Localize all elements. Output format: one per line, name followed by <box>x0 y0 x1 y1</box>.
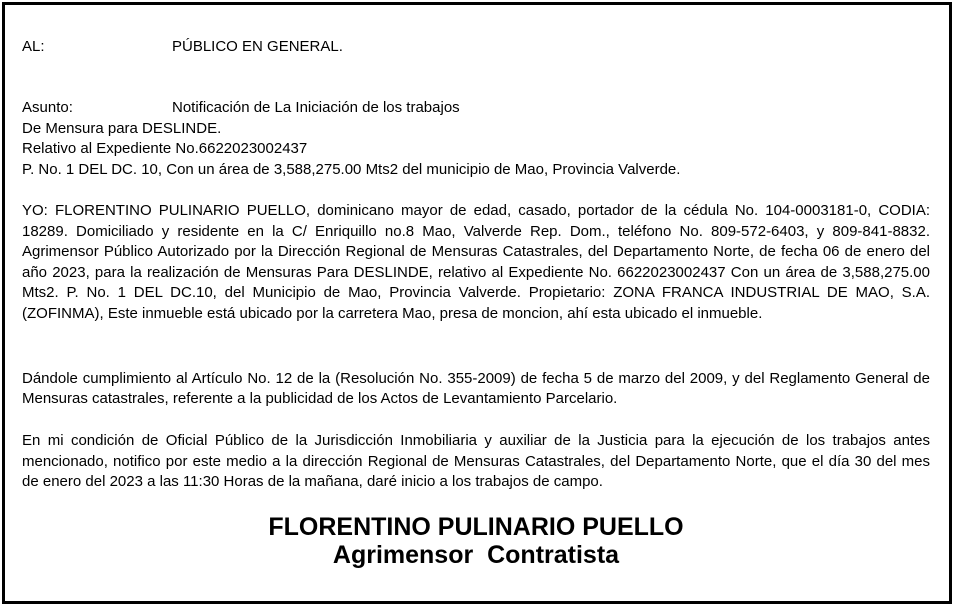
addressee-value: PÚBLICO EN GENERAL. <box>172 38 343 55</box>
addressee-row <box>22 37 343 56</box>
subject-line-expediente: Relativo al Expediente No.6622023002437 <box>22 140 308 157</box>
notification-paragraph: En mi condición de Oficial Público de la Jurisdicción Inmobiliaria y auxiliar de la Justicia para la ejecución de los trabajos antes mencionado, notifico por este medio a la dirección Regional de Mensuras Catastrales, del Departamento Norte, que el día 30 del mes de enero del 2023 a las 11:30 Horas de la mañana, daré inicio a los trabajos de campo. <box>22 432 930 490</box>
subject-value: Notificación de La Iniciación de los trabajos <box>172 99 460 116</box>
notice-frame <box>2 2 952 604</box>
declaration-paragraph: YO: FLORENTINO PULINARIO PUELLO, dominicano mayor de edad, casado, portador de la cédula No. 104-0003181-0, CODIA: 18289. Domiciliado y residente en la C/ Enriquillo no.8 Mao, Valverde Rep. Dom., teléfono No. 809-572-6403, y 809-841-8832. Agrimensor Público Autorizado por la Dirección Regional de Mensuras Catastrales, del Departamento Norte, de fecha 06 de enero del año 2023, para la realización de Mensuras Para DESLINDE, relativo al Expediente No. 6622023002437 Con un área de 3,588,275.00 Mts2. P. No. 1 DEL DC.10, del Municipio de Mao, Provincia Valverde. Propietario: ZONA FRANCA INDUSTRIAL DE MAO, S.A. (ZOFINMA), Este inmueble está ubicado por la carretera Mao, presa de moncion, ahí esta ubicado el inmueble. <box>22 202 930 322</box>
subject-row <box>22 98 460 117</box>
signatory-name: FLORENTINO PULINARIO PUELLO <box>268 513 684 541</box>
signatory-title: Agrimensor Contratista <box>332 541 620 569</box>
subject-line-mensura: De Mensura para DESLINDE. <box>22 120 222 137</box>
subject-line-parcel: P. No. 1 DEL DC. 10, Con un área de 3,588,275.00 Mts2 del municipio de Mao, Provincia Valverde. <box>22 161 681 178</box>
addressee-label: AL: <box>22 38 45 55</box>
subject-label: Asunto: <box>22 99 73 116</box>
compliance-paragraph: Dándole cumplimiento al Artículo No. 12 de la (Resolución No. 355-2009) de fecha 5 de marzo del 2009, y del Reglamento General de Mensuras catastrales, referente a la publicidad de los Actos de Levantamiento Parcelario. <box>22 370 930 407</box>
